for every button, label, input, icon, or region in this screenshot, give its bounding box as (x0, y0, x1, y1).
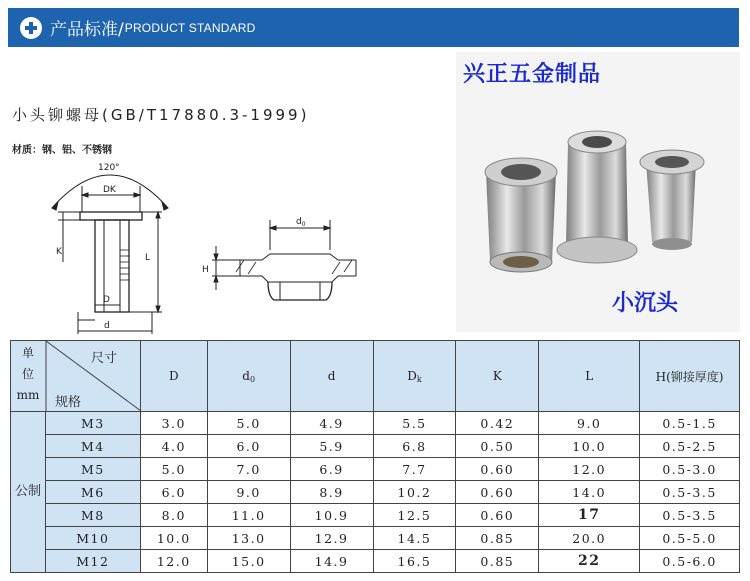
standard-cell: 公制 (11, 412, 46, 573)
d-lower-label: d (104, 321, 110, 331)
table-row (11, 527, 740, 550)
section-header (8, 8, 739, 47)
d-upper-label: D (103, 295, 110, 305)
cell-L: 10.0 (539, 435, 640, 458)
cell-Dk: 16.5 (373, 550, 456, 573)
cell-D: 10.0 (140, 527, 207, 550)
cell-d: 6.9 (290, 458, 373, 481)
cell-L: 12.0 (539, 458, 640, 481)
cell-Dk: 6.8 (373, 435, 456, 458)
table-corner-cell (11, 341, 141, 412)
cell-Dk: 12.5 (373, 504, 456, 527)
cell-Dk: 5.5 (373, 412, 456, 435)
cell-d0: 15.0 (207, 550, 290, 573)
cell-d0: 7.0 (207, 458, 290, 481)
cell-K: 0.60 (456, 458, 539, 481)
cell-H: 0.5-3.0 (640, 458, 740, 481)
col-header-H: H(铆接厚度) (640, 341, 740, 412)
cell-L: 17 (539, 504, 640, 527)
cell-d: 8.9 (290, 481, 373, 504)
cell-d: 5.9 (290, 435, 373, 458)
header-title-en: PRODUCT STANDARD (124, 20, 256, 35)
material-note: 材质：钢、铝、不锈钢 (12, 145, 112, 156)
cell-L: 14.0 (539, 481, 640, 504)
table-header-row (11, 341, 740, 412)
cell-d: 14.9 (290, 550, 373, 573)
technical-drawing (0, 150, 440, 340)
brand-label: 兴正五金制品 (463, 62, 602, 87)
cell-H: 0.5-1.5 (640, 412, 740, 435)
row-spec: M3 (45, 412, 140, 435)
cell-Dk: 7.7 (373, 458, 456, 481)
col-header-L: L (539, 341, 640, 412)
h-label: H (202, 265, 209, 275)
product-photo (456, 52, 740, 332)
cell-K: 0.85 (456, 550, 539, 573)
cell-d: 4.9 (290, 412, 373, 435)
cell-d0: 13.0 (207, 527, 290, 550)
rivet-nut-photo (456, 52, 740, 332)
cell-K: 0.60 (456, 504, 539, 527)
row-spec: M10 (45, 527, 140, 550)
d0-label: $d_0$ (296, 217, 306, 228)
cell-H: 0.5-2.5 (640, 435, 740, 458)
table-row (11, 458, 740, 481)
cell-L: 20.0 (539, 527, 640, 550)
photo-caption: 小沉头 (612, 291, 679, 316)
spec-label: 规格 (55, 395, 82, 410)
cell-d0: 6.0 (207, 435, 290, 458)
col-header-Dk: $D_k$ (373, 341, 456, 412)
cell-L: 9.0 (539, 412, 640, 435)
col-header-D: D (140, 341, 207, 412)
cell-D: 12.0 (140, 550, 207, 573)
plus-circle-icon (20, 17, 42, 39)
size-label: 尺寸 (91, 351, 118, 366)
cell-K: 0.85 (456, 527, 539, 550)
k-label: K (56, 247, 62, 257)
cell-d0: 9.0 (207, 481, 290, 504)
row-spec: M4 (45, 435, 140, 458)
row-spec: M6 (45, 481, 140, 504)
header-title-cn: 产品标准/ (50, 20, 124, 40)
cell-H: 0.5-3.5 (640, 481, 740, 504)
cell-K: 0.42 (456, 412, 539, 435)
cell-D: 6.0 (140, 481, 207, 504)
cell-H: 0.5-3.5 (640, 504, 740, 527)
cell-d: 10.9 (290, 504, 373, 527)
cell-D: 3.0 (140, 412, 207, 435)
document-title: 小头铆螺母(GB/T17880.3-1999) (12, 106, 310, 124)
cell-D: 4.0 (140, 435, 207, 458)
table-row (11, 435, 740, 458)
cell-d: 12.9 (290, 527, 373, 550)
row-spec: M8 (45, 504, 140, 527)
cell-K: 0.60 (456, 481, 539, 504)
cell-D: 8.0 (140, 504, 207, 527)
col-header-K: K (456, 341, 539, 412)
cell-Dk: 14.5 (373, 527, 456, 550)
col-header-d: d (290, 341, 373, 412)
table-row (11, 504, 740, 527)
cell-D: 5.0 (140, 458, 207, 481)
row-spec: M5 (45, 458, 140, 481)
col-header-d0: $d_0$ (207, 341, 290, 412)
cell-L: 22 (539, 550, 640, 573)
cell-H: 0.5-5.0 (640, 527, 740, 550)
cell-Dk: 10.2 (373, 481, 456, 504)
row-spec: M12 (45, 550, 140, 573)
table-row (11, 550, 740, 573)
table-row (11, 412, 740, 435)
l-label: L (145, 253, 151, 263)
cell-H: 0.5-6.0 (640, 550, 740, 573)
cell-K: 0.50 (456, 435, 539, 458)
spec-table (10, 340, 740, 573)
dk-label: DK (103, 185, 116, 195)
table-row (11, 481, 740, 504)
angle-label: 120° (98, 163, 120, 173)
cell-d0: 11.0 (207, 504, 290, 527)
cell-d0: 5.0 (207, 412, 290, 435)
unit-label: 单 位 mm (16, 346, 40, 402)
